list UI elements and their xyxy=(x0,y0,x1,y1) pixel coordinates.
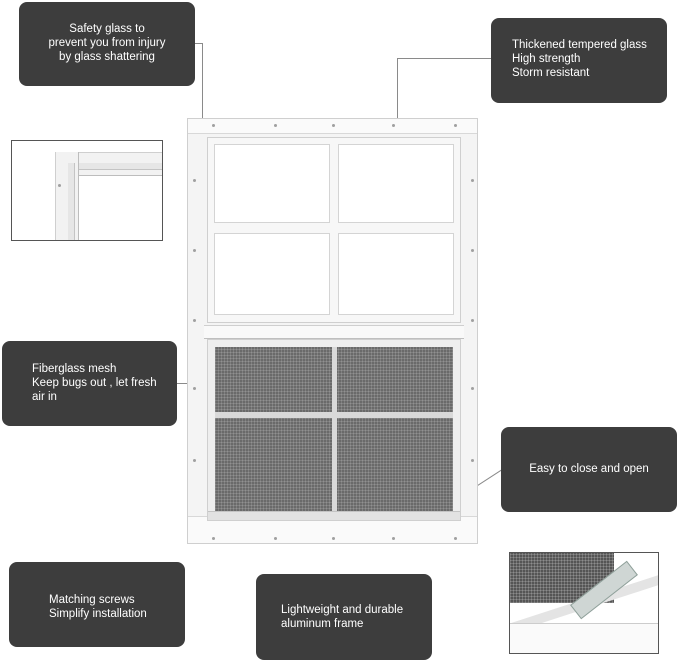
corner-frame-inner-side xyxy=(68,163,75,241)
screw xyxy=(471,179,474,182)
callout-frame-line-1: Lightweight and durable xyxy=(281,604,404,616)
callout-safety-glass xyxy=(19,2,195,86)
screw xyxy=(193,459,196,462)
callout-mesh-line-2: Keep bugs out , let fresh xyxy=(32,377,157,389)
tempered-leader-horizontal xyxy=(397,58,492,59)
callout-screws-line-1: Matching screws xyxy=(49,594,135,606)
upper-glass-sash xyxy=(207,137,461,323)
window-product-image xyxy=(187,118,478,544)
callout-aluminum-frame xyxy=(256,574,432,660)
screen-grille-horizontal xyxy=(215,412,453,418)
latch-sill xyxy=(510,623,659,654)
glass-pane xyxy=(338,233,454,315)
callout-mesh-line-1: Fiberglass mesh xyxy=(32,363,117,375)
callout-fiberglass-mesh xyxy=(2,341,177,426)
callout-tempered-glass xyxy=(491,18,667,103)
corner-frame-side-rail xyxy=(55,152,79,241)
screw xyxy=(274,537,277,540)
bottom-sash-rail xyxy=(208,511,460,520)
meeting-rail xyxy=(204,325,464,339)
glass-pane xyxy=(338,144,454,223)
screw xyxy=(193,179,196,182)
callout-easy-close xyxy=(501,427,677,512)
screw xyxy=(212,124,215,127)
screw xyxy=(193,249,196,252)
screw xyxy=(471,459,474,462)
screw xyxy=(212,537,215,540)
glass-pane xyxy=(214,144,330,223)
callout-close-line-1: Easy to close and open xyxy=(529,463,649,475)
screw xyxy=(392,537,395,540)
callout-tempered-line-2: High strength xyxy=(512,53,581,65)
screw xyxy=(193,387,196,390)
callout-tempered-line-3: Storm resistant xyxy=(512,67,590,79)
screw xyxy=(193,319,196,322)
callout-safety-line-1: Safety glass to xyxy=(69,23,145,35)
callout-screws-line-2: Simplify installation xyxy=(49,608,147,620)
safety-leader-vertical xyxy=(202,43,203,120)
screw xyxy=(392,124,395,127)
screw xyxy=(454,537,457,540)
callout-frame-line-2: aluminum frame xyxy=(281,618,364,630)
screw xyxy=(274,124,277,127)
screen-grille-vertical xyxy=(332,347,337,512)
screw xyxy=(332,124,335,127)
corner-frame-inner-rail xyxy=(70,163,163,170)
screw xyxy=(471,249,474,252)
corner-screw xyxy=(58,184,61,187)
screw xyxy=(332,537,335,540)
lower-screen-sash xyxy=(207,339,461,521)
latch-detail-image xyxy=(509,552,659,654)
screw xyxy=(454,124,457,127)
callout-mesh-line-3: air in xyxy=(32,391,57,403)
callout-tempered-line-1: Thickened tempered glass xyxy=(512,39,647,51)
callout-matching-screws xyxy=(9,562,185,647)
screw xyxy=(471,387,474,390)
glass-pane xyxy=(214,233,330,315)
callout-safety-line-3: by glass shattering xyxy=(59,51,155,63)
frame-corner-detail-image xyxy=(11,140,163,241)
callout-safety-line-2: prevent you from injury xyxy=(48,37,166,49)
screw xyxy=(471,319,474,322)
